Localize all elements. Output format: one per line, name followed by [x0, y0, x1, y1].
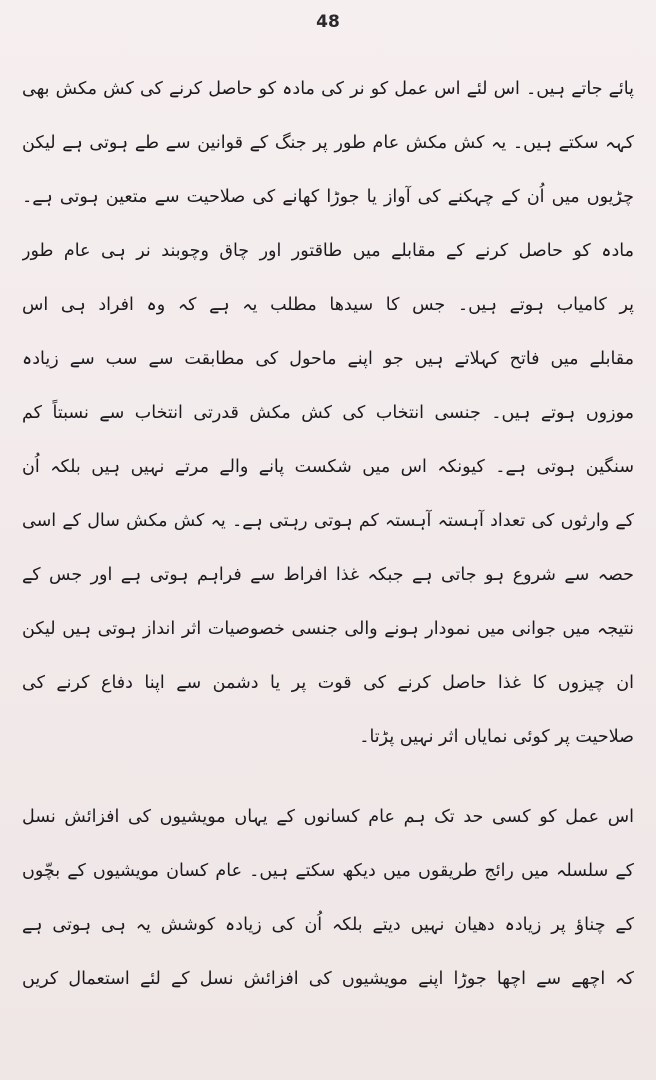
text-line-last: صلاحیت پر کوئی نمایاں اثر نہیں پڑتا۔: [359, 727, 634, 747]
text-line: مقابلے میں فاتح کہلاتے ہیں جو اپنے ماحول کی مطابقت سے سب سے زیادہ: [22, 349, 634, 369]
text-line: مادہ کو حاصل کرنے کے مقابلے میں طاقتور اور چاق وچوبند نر ہی عام طور: [22, 241, 634, 261]
paragraph-2: [22, 790, 634, 1006]
page-number: 48: [316, 12, 340, 32]
text-line: چڑیوں میں اُن کے چہکنے کی آواز یا جوڑا کھانے کی صلاحیت سے متعین ہوتی ہے۔: [22, 187, 634, 207]
text-line: سنگین ہوتی ہے۔ کیونکہ اس میں شکست پانے والے مرتے نہیں ہیں بلکہ اُن: [22, 457, 634, 477]
text-line: کے سلسلہ میں رائج طریقوں میں دیکھ سکتے ہیں۔ عام کسان مویشیوں کے بچّوں: [22, 861, 634, 881]
text-line: پائے جاتے ہیں۔ اس لئے اس عمل کو نر کی مادہ کو حاصل کرنے کی کش مکش بھی: [22, 79, 634, 99]
text-line: موزوں ہوتے ہیں۔ جنسی انتخاب کی کش مکش قدرتی انتخاب سے نسبتاً کم: [22, 403, 634, 423]
text-line: حصہ سے شروع ہو جاتی ہے جبکہ غذا افراط سے فراہم ہوتی ہے اور جس کے: [22, 565, 634, 585]
text-line: اس عمل کو کسی حد تک ہم عام کسانوں کے یہاں مویشیوں کی افزائش نسل: [22, 807, 634, 827]
text-line: کہ اچھے سے اچھا جوڑا اپنے مویشیوں کی افزائش نسل کے لئے استعمال کریں: [22, 969, 634, 989]
text-line: پر کامیاب ہوتے ہیں۔ جس کا سیدھا مطلب یہ ہے کہ وہ افراد ہی اس: [22, 295, 634, 315]
text-line: ان چیزوں کا غذا حاصل کرنے کی قوت پر یا دشمن سے اپنا دفاع کرنے کی: [22, 673, 634, 693]
text-line: کہہ سکتے ہیں۔ یہ کش مکش عام طور پر جنگ کے قوانین سے طے ہوتی ہے لیکن: [22, 133, 634, 153]
paragraph-1: [22, 62, 634, 764]
text-line: کے وارثوں کی تعداد آہستہ آہستہ کم ہوتی رہتی ہے۔ یہ کش مکش سال کے اسی: [22, 511, 634, 531]
text-line: کے چناؤ پر زیادہ دھیان نہیں دیتے بلکہ اُن کی زیادہ کوشش یہ ہی ہوتی ہے: [22, 915, 634, 935]
text-line: نتیجہ میں جوانی میں نمودار ہونے والی جنسی خصوصیات اثر انداز ہوتی ہیں لیکن: [22, 619, 634, 639]
